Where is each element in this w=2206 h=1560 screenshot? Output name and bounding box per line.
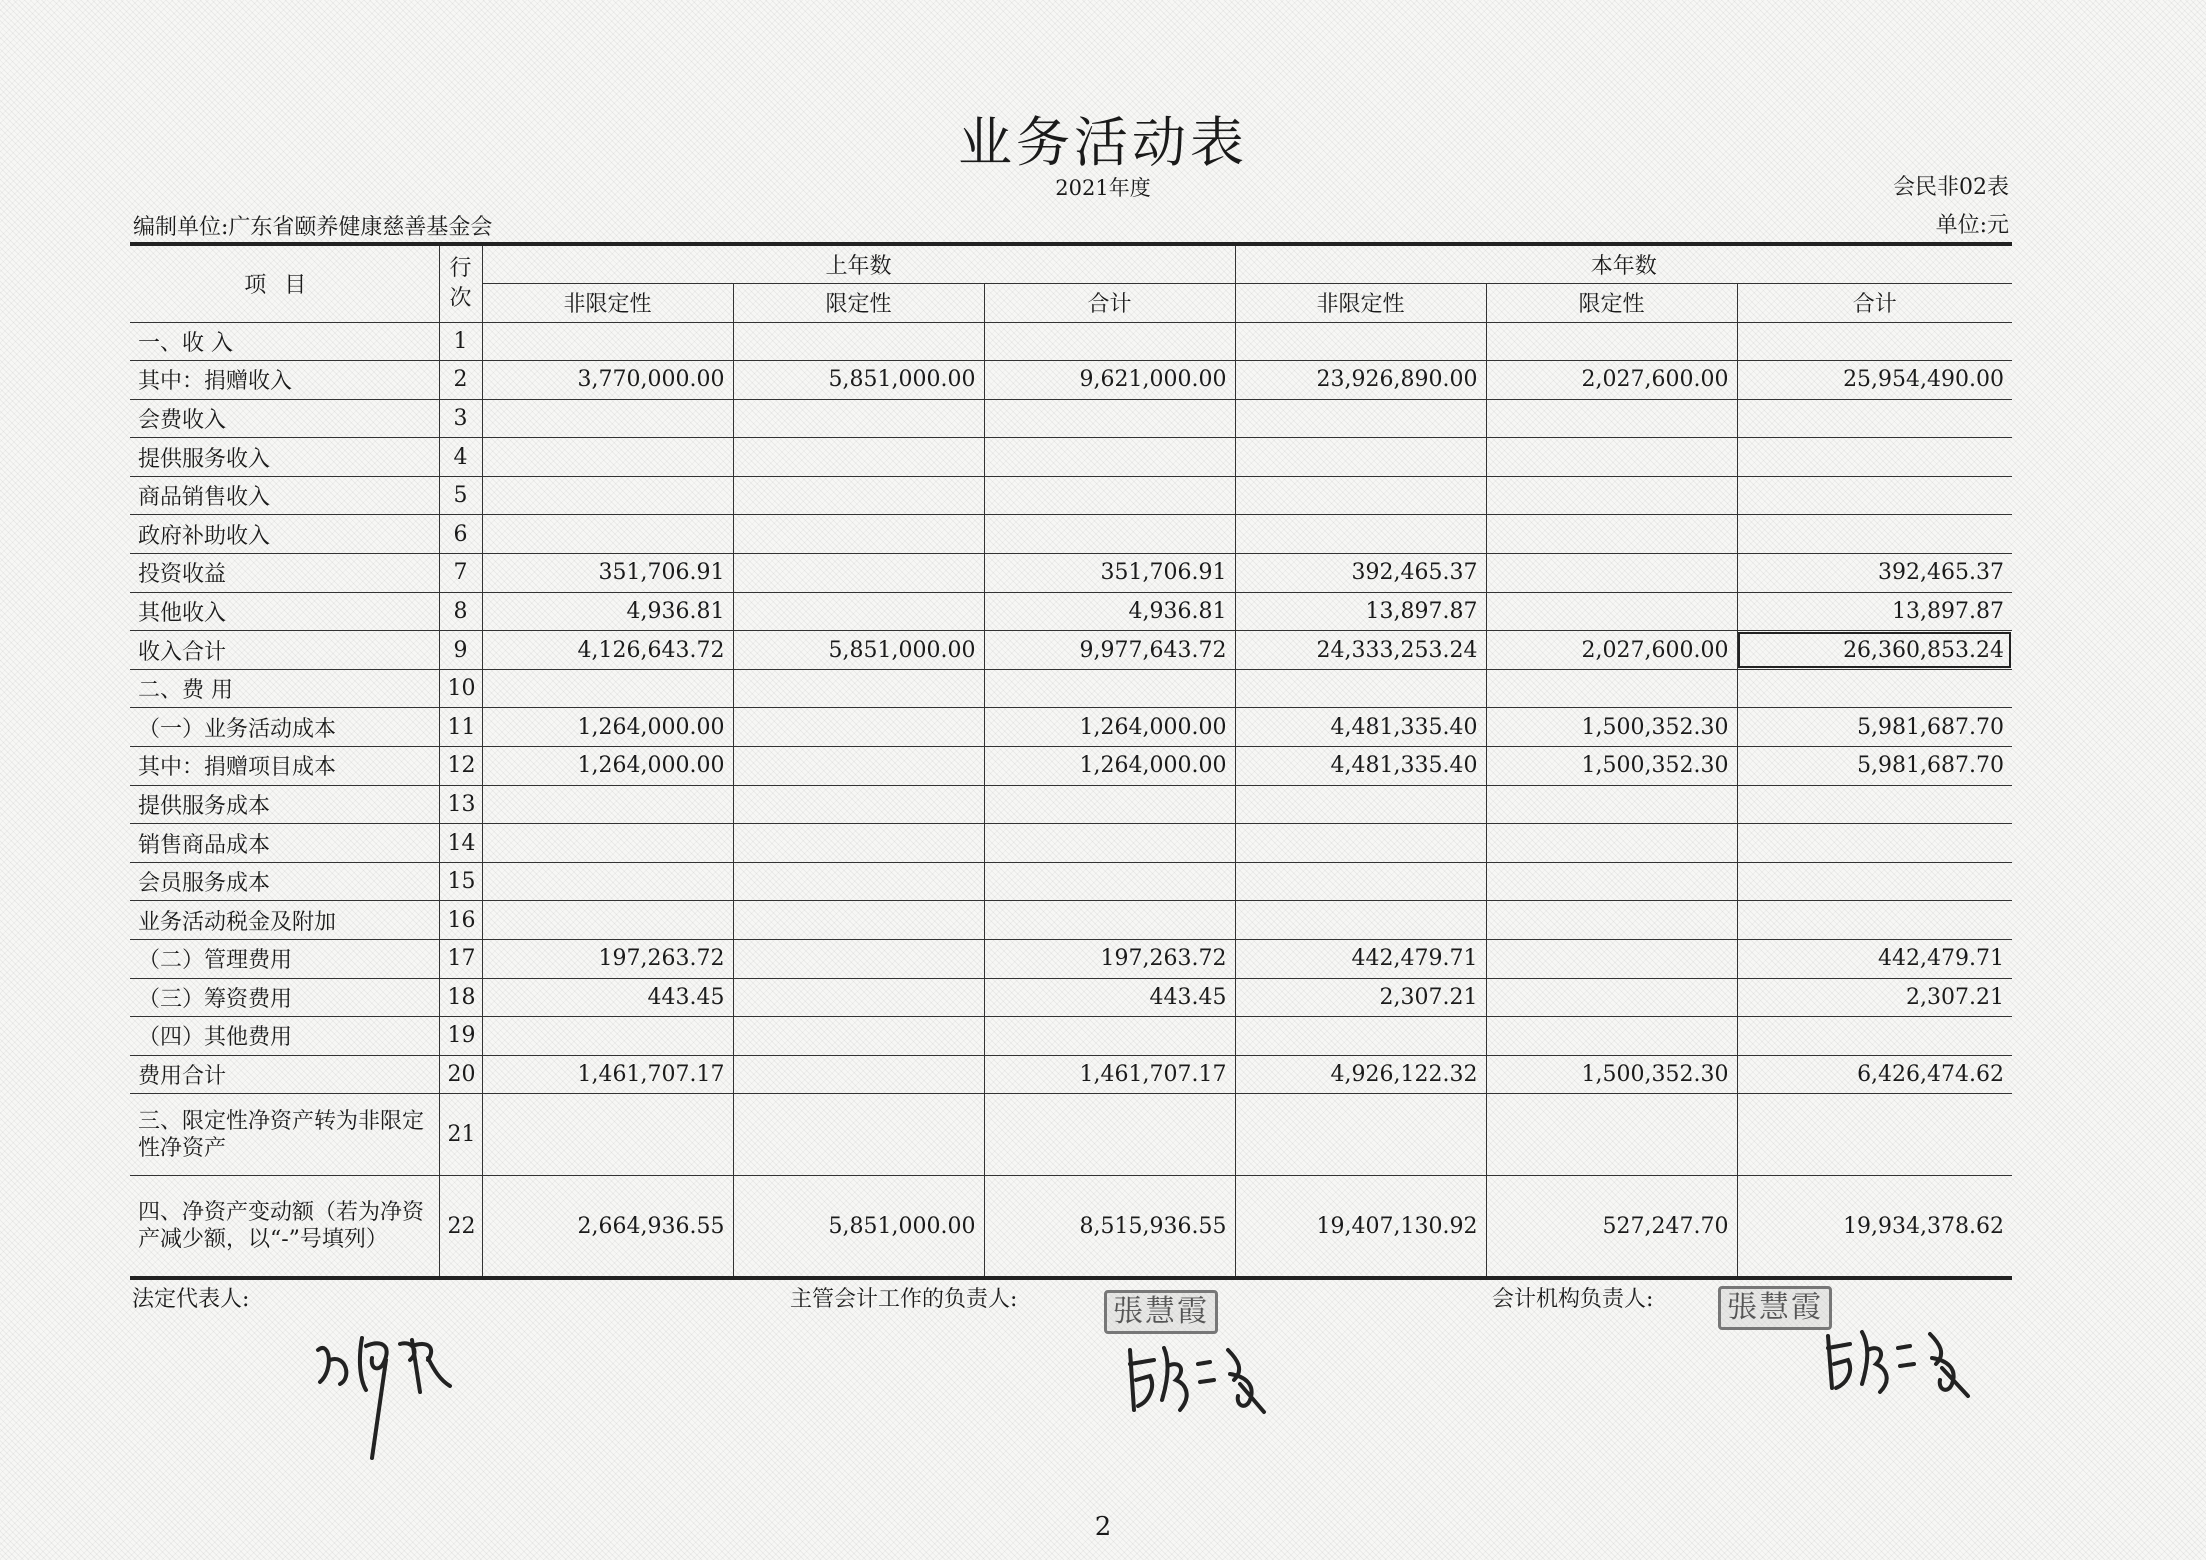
institution-head-signature [1818,1322,1978,1402]
cell-this-restricted [1486,1017,1737,1056]
table-row [130,978,2012,1017]
row-item-label: 三、限定性净资产转为非限定性净资产 [130,1094,439,1176]
cell-this-total: 442,479.71 [1737,940,2012,979]
cell-this-unrestricted: 442,479.71 [1235,940,1486,979]
table-row [130,592,2012,631]
cell-prev-unrestricted [482,901,733,940]
institution-head-label: 会计机构负责人: [1492,1287,1654,1312]
cell-prev-restricted [733,438,984,477]
cell-this-total: 13,897.87 [1737,592,2012,631]
cell-prev-unrestricted [482,515,733,554]
cell-prev-total: 9,977,643.72 [984,631,1235,670]
cell-prev-total [984,824,1235,863]
row-number: 7 [439,554,482,593]
row-item-label: 投资收益 [130,554,439,593]
cell-prev-unrestricted [482,322,733,361]
cell-this-unrestricted [1235,862,1486,901]
cell-prev-unrestricted [482,476,733,515]
table-row [130,515,2012,554]
table-row [130,322,2012,361]
accounting-head-label: 主管会计工作的负责人: [790,1287,1018,1312]
cell-prev-restricted [733,978,984,1017]
cell-this-total [1737,785,2012,824]
cell-prev-restricted [733,747,984,786]
cell-this-restricted [1486,978,1737,1017]
cell-prev-total: 197,263.72 [984,940,1235,979]
cell-this-unrestricted: 4,926,122.32 [1235,1055,1486,1094]
row-item-label: 提供服务收入 [130,438,439,477]
cell-prev-unrestricted: 1,461,707.17 [482,1055,733,1094]
cell-this-unrestricted [1235,824,1486,863]
row-item-label: 四、净资产变动额（若为净资产减少额，以“-”号填列） [130,1176,439,1278]
cell-this-restricted [1486,1094,1737,1176]
legal-representative-signature [300,1300,490,1460]
table-row [130,747,2012,786]
row-number: 9 [439,631,482,670]
cell-prev-total [984,322,1235,361]
table-row [130,438,2012,477]
table-row [130,476,2012,515]
cell-prev-restricted [733,592,984,631]
cell-this-total [1737,322,2012,361]
cell-prev-total: 1,264,000.00 [984,747,1235,786]
cell-this-restricted [1486,940,1737,979]
cell-this-unrestricted: 23,926,890.00 [1235,361,1486,400]
row-number: 2 [439,361,482,400]
row-item-label: 其中：捐赠项目成本 [130,747,439,786]
cell-prev-unrestricted: 4,126,643.72 [482,631,733,670]
row-item-label: 一、收 入 [130,322,439,361]
cell-prev-unrestricted: 1,264,000.00 [482,708,733,747]
activity-statement-table [130,242,2012,1280]
cell-prev-total [984,399,1235,438]
cell-this-restricted [1486,862,1737,901]
cell-this-total [1737,824,2012,863]
row-item-label: （四）其他费用 [130,1017,439,1056]
cell-this-restricted [1486,438,1737,477]
table-row [130,901,2012,940]
cell-this-unrestricted [1235,515,1486,554]
column-header-this-year: 本年数 [1235,244,2012,283]
row-number: 5 [439,476,482,515]
cell-this-restricted [1486,476,1737,515]
cell-prev-unrestricted: 443.45 [482,978,733,1017]
cell-this-total: 6,426,474.62 [1737,1055,2012,1094]
cell-this-total [1737,476,2012,515]
form-code: 会民非02表 [1893,175,2009,200]
cell-this-unrestricted [1235,669,1486,708]
row-item-label: 会员服务成本 [130,862,439,901]
column-header-this-restricted: 限定性 [1486,283,1737,322]
cell-prev-restricted [733,824,984,863]
row-number: 14 [439,824,482,863]
row-item-label: 会费收入 [130,399,439,438]
row-item-label: 二、费 用 [130,669,439,708]
table-row [130,1055,2012,1094]
cell-this-unrestricted: 4,481,335.40 [1235,708,1486,747]
stamp-accounting-head: 張慧霞 [1104,1290,1218,1334]
row-item-label: 商品销售收入 [130,476,439,515]
column-header-item: 项目 [130,244,439,322]
cell-prev-unrestricted: 1,264,000.00 [482,747,733,786]
cell-this-restricted: 527,247.70 [1486,1176,1737,1278]
cell-prev-restricted [733,1017,984,1056]
table-row [130,940,2012,979]
cell-prev-total [984,901,1235,940]
legal-representative-label: 法定代表人: [132,1287,250,1312]
row-number: 20 [439,1055,482,1094]
row-number: 22 [439,1176,482,1278]
cell-prev-unrestricted [482,1094,733,1176]
cell-prev-restricted [733,1094,984,1176]
cell-prev-total [984,785,1235,824]
cell-this-unrestricted [1235,1094,1486,1176]
cell-this-restricted [1486,592,1737,631]
cell-this-total: 392,465.37 [1737,554,2012,593]
row-number: 12 [439,747,482,786]
row-number: 3 [439,399,482,438]
cell-prev-total [984,669,1235,708]
cell-prev-total [984,1094,1235,1176]
table-row [130,554,2012,593]
cell-prev-restricted [733,476,984,515]
cell-this-unrestricted: 4,481,335.40 [1235,747,1486,786]
row-item-label: 提供服务成本 [130,785,439,824]
row-item-label: 其中：捐赠收入 [130,361,439,400]
cell-this-unrestricted: 392,465.37 [1235,554,1486,593]
table-row [130,361,2012,400]
cell-this-total: 5,981,687.70 [1737,708,2012,747]
cell-prev-unrestricted [482,785,733,824]
row-number: 19 [439,1017,482,1056]
column-header-this-unrestricted: 非限定性 [1235,283,1486,322]
cell-prev-restricted [733,669,984,708]
row-item-label: （三）筹资费用 [130,978,439,1017]
cell-this-unrestricted [1235,1017,1486,1056]
row-number: 10 [439,669,482,708]
table-row [130,785,2012,824]
cell-this-restricted [1486,901,1737,940]
cell-this-unrestricted: 24,333,253.24 [1235,631,1486,670]
cell-prev-unrestricted [482,1017,733,1056]
table-row [130,1094,2012,1176]
cell-this-total: 19,934,378.62 [1737,1176,2012,1278]
cell-prev-restricted: 5,851,000.00 [733,361,984,400]
table-row [130,1176,2012,1278]
cell-prev-total [984,438,1235,477]
cell-prev-total: 8,515,936.55 [984,1176,1235,1278]
row-number: 1 [439,322,482,361]
table-row [130,1017,2012,1056]
cell-this-restricted [1486,515,1737,554]
cell-prev-unrestricted [482,438,733,477]
row-number: 17 [439,940,482,979]
cell-prev-restricted [733,322,984,361]
cell-prev-total: 443.45 [984,978,1235,1017]
stamp-institution-head: 張慧霞 [1718,1286,1832,1330]
cell-prev-restricted [733,399,984,438]
cell-this-total [1737,669,2012,708]
cell-this-restricted [1486,322,1737,361]
row-number: 4 [439,438,482,477]
row-number: 6 [439,515,482,554]
table-row [130,824,2012,863]
cell-this-total: 26,360,853.24 [1737,631,2012,670]
row-number: 15 [439,862,482,901]
row-number: 21 [439,1094,482,1176]
cell-this-restricted [1486,669,1737,708]
page-title: 业务活动表 [958,111,1248,174]
column-header-prev-restricted: 限定性 [733,283,984,322]
row-item-label: 收入合计 [130,631,439,670]
accounting-head-signature [1120,1340,1270,1420]
cell-prev-restricted [733,554,984,593]
cell-this-total [1737,1017,2012,1056]
table-row [130,708,2012,747]
cell-this-total [1737,515,2012,554]
column-header-row-no: 行次 [439,244,482,322]
cell-this-total: 25,954,490.00 [1737,361,2012,400]
cell-prev-unrestricted: 4,936.81 [482,592,733,631]
column-header-prev-total: 合计 [984,283,1235,322]
cell-this-total [1737,1094,2012,1176]
cell-this-unrestricted [1235,322,1486,361]
cell-this-unrestricted: 19,407,130.92 [1235,1176,1486,1278]
cell-prev-total [984,862,1235,901]
page-number: 2 [1094,1512,1112,1542]
cell-this-unrestricted [1235,476,1486,515]
currency-unit: 单位:元 [1935,213,2009,238]
cell-prev-restricted [733,515,984,554]
cell-prev-unrestricted: 3,770,000.00 [482,361,733,400]
cell-this-total [1737,438,2012,477]
cell-this-unrestricted [1235,438,1486,477]
row-number: 11 [439,708,482,747]
cell-this-restricted [1486,785,1737,824]
cell-prev-restricted: 5,851,000.00 [733,631,984,670]
cell-prev-unrestricted [482,399,733,438]
row-item-label: （二）管理费用 [130,940,439,979]
cell-this-unrestricted [1235,399,1486,438]
cell-prev-restricted [733,940,984,979]
cell-prev-total: 351,706.91 [984,554,1235,593]
cell-prev-restricted [733,862,984,901]
row-number: 13 [439,785,482,824]
cell-prev-unrestricted [482,862,733,901]
cell-prev-total: 1,264,000.00 [984,708,1235,747]
table-row [130,669,2012,708]
cell-prev-restricted [733,901,984,940]
cell-this-restricted: 2,027,600.00 [1486,631,1737,670]
cell-this-restricted: 1,500,352.30 [1486,747,1737,786]
cell-prev-total: 1,461,707.17 [984,1055,1235,1094]
row-item-label: 其他收入 [130,592,439,631]
cell-prev-unrestricted: 351,706.91 [482,554,733,593]
cell-this-total: 2,307.21 [1737,978,2012,1017]
cell-prev-unrestricted [482,824,733,863]
cell-this-total: 5,981,687.70 [1737,747,2012,786]
table-row [130,631,2012,670]
cell-this-unrestricted: 2,307.21 [1235,978,1486,1017]
row-item-label: 政府补助收入 [130,515,439,554]
cell-prev-total [984,476,1235,515]
column-header-prev-year: 上年数 [482,244,1235,283]
column-header-prev-unrestricted: 非限定性 [482,283,733,322]
row-number: 8 [439,592,482,631]
cell-prev-total: 4,936.81 [984,592,1235,631]
cell-prev-unrestricted: 2,664,936.55 [482,1176,733,1278]
row-number: 16 [439,901,482,940]
cell-prev-total [984,515,1235,554]
cell-this-unrestricted: 13,897.87 [1235,592,1486,631]
cell-this-total [1737,901,2012,940]
cell-prev-unrestricted: 197,263.72 [482,940,733,979]
cell-this-restricted [1486,824,1737,863]
cell-prev-total: 9,621,000.00 [984,361,1235,400]
cell-prev-restricted [733,785,984,824]
cell-this-restricted: 2,027,600.00 [1486,361,1737,400]
cell-this-unrestricted [1235,901,1486,940]
table-row [130,399,2012,438]
column-header-this-total: 合计 [1737,283,2012,322]
row-item-label: 费用合计 [130,1055,439,1094]
row-item-label: 销售商品成本 [130,824,439,863]
cell-this-unrestricted [1235,785,1486,824]
cell-this-restricted [1486,554,1737,593]
table-row [130,862,2012,901]
cell-this-total [1737,862,2012,901]
cell-prev-unrestricted [482,669,733,708]
cell-prev-restricted: 5,851,000.00 [733,1176,984,1278]
cell-prev-total [984,1017,1235,1056]
cell-this-restricted [1486,399,1737,438]
report-year: 2021年度 [1055,176,1151,200]
cell-prev-restricted [733,708,984,747]
row-number: 18 [439,978,482,1017]
cell-this-restricted: 1,500,352.30 [1486,1055,1737,1094]
row-item-label: 业务活动税金及附加 [130,901,439,940]
cell-this-restricted: 1,500,352.30 [1486,708,1737,747]
cell-prev-restricted [733,1055,984,1094]
row-item-label: （一）业务活动成本 [130,708,439,747]
cell-this-total [1737,399,2012,438]
compiling-unit: 编制单位:广东省颐养健康慈善基金会 [133,215,493,240]
